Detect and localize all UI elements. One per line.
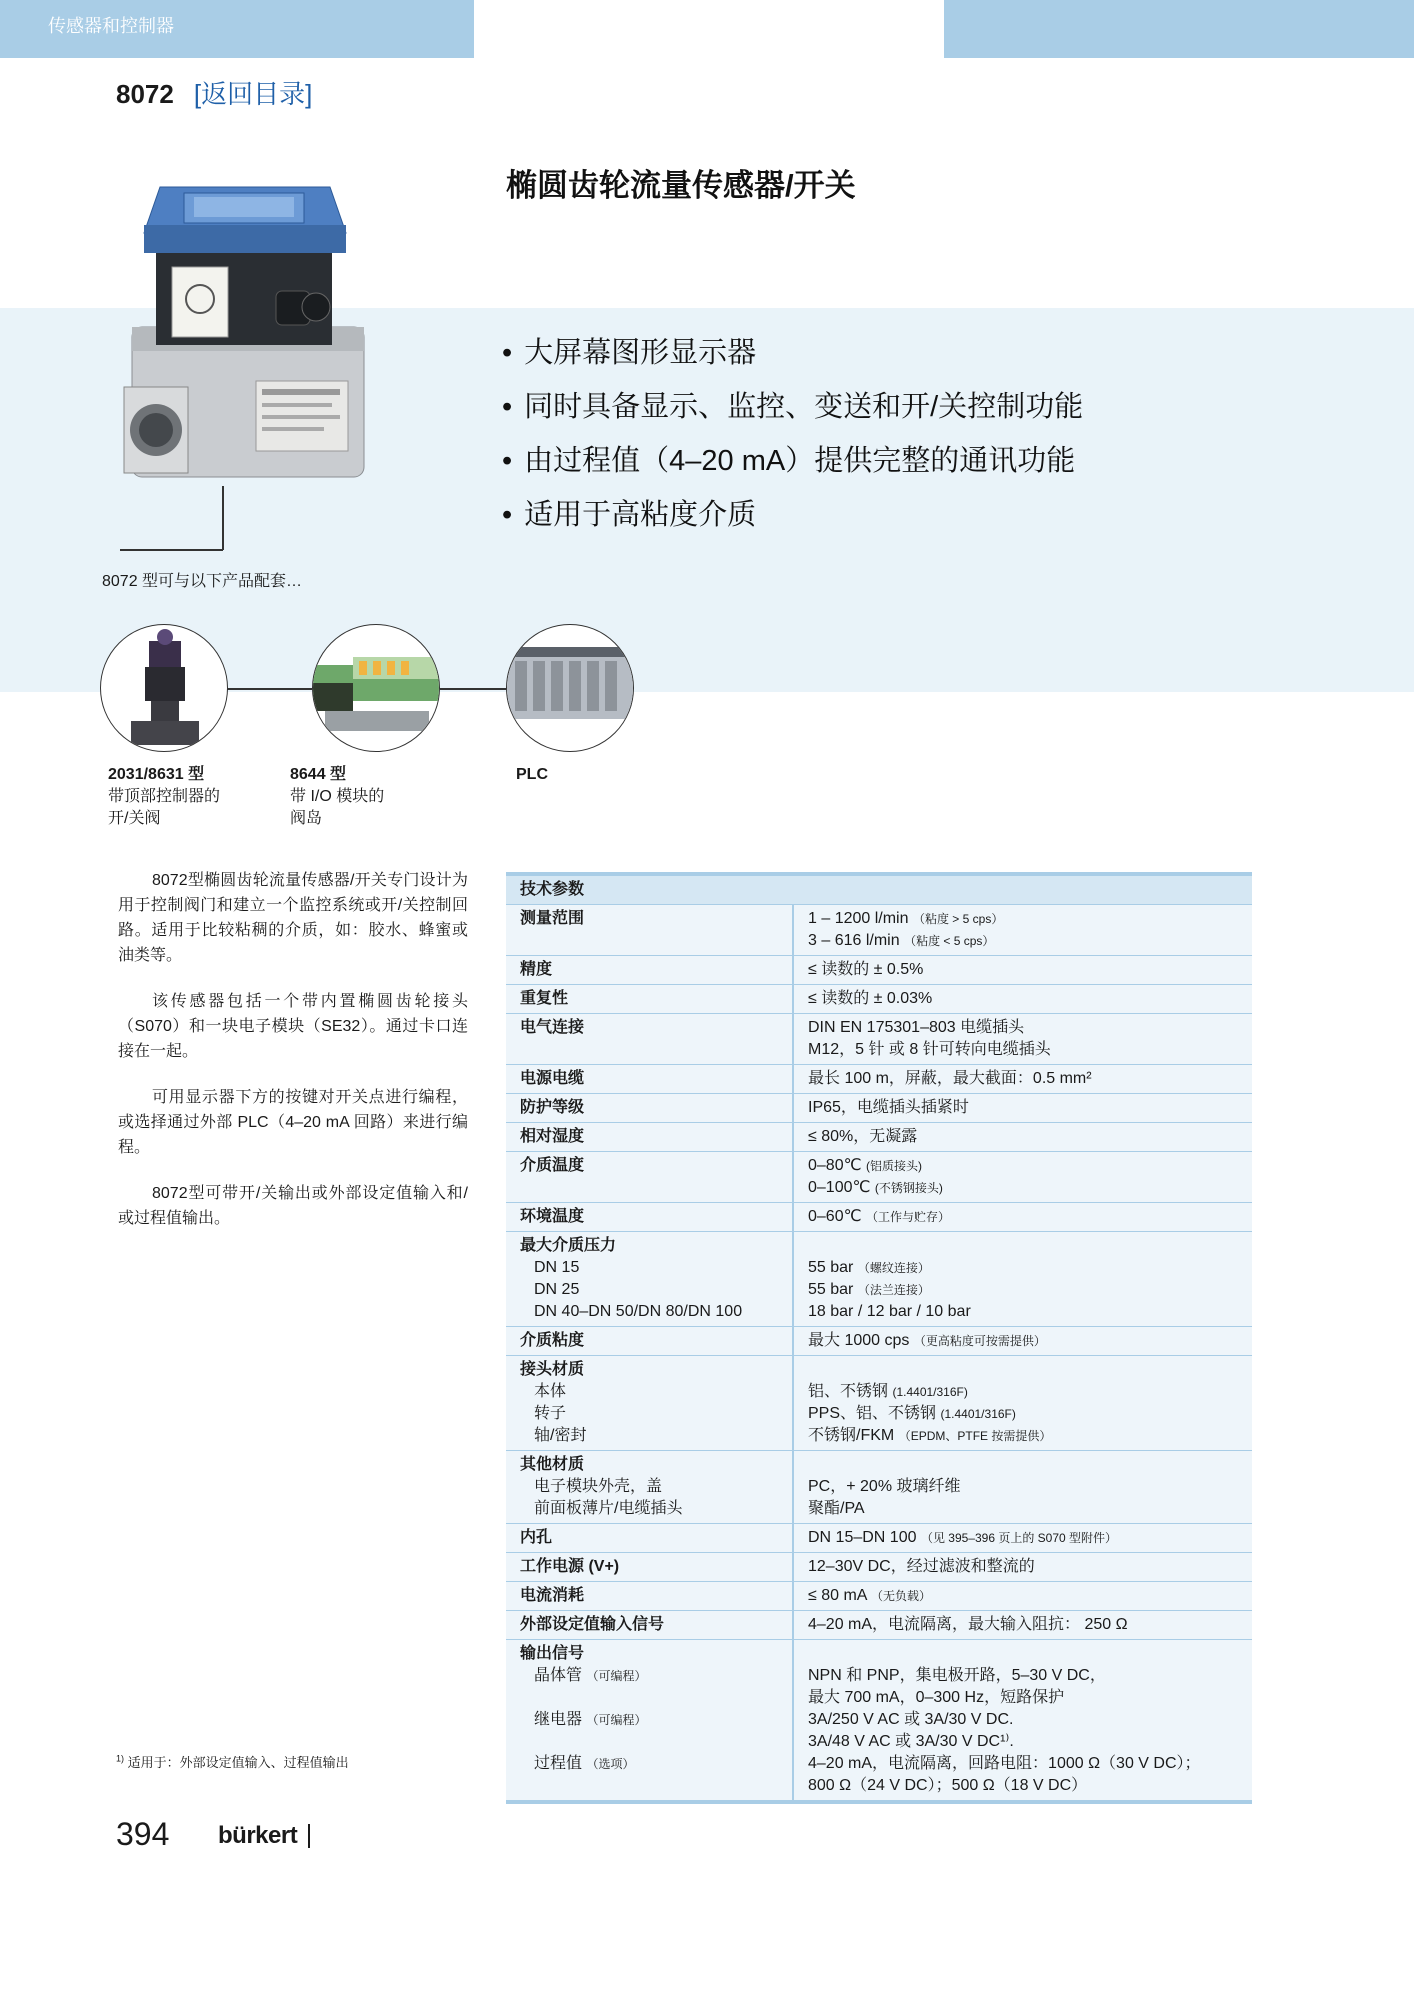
- spec-row: [506, 1553, 1252, 1582]
- other-label: 其他材质: [520, 1456, 585, 1473]
- pressure-sub: DN 15: [534, 1259, 580, 1276]
- spec-value: [794, 1327, 1252, 1355]
- plc-thumbnail: [506, 624, 634, 752]
- spec-value: [794, 1582, 1252, 1610]
- elec-value: M12，5 针 或 8 针可转向电缆插头: [808, 1041, 1051, 1058]
- feature-item: • 同时具备显示、监控、变送和开/关控制功能: [502, 380, 1083, 434]
- spec-label: 电源电缆: [506, 1065, 794, 1093]
- spec-row: [506, 1611, 1252, 1640]
- spec-label: 电气连接: [506, 1014, 794, 1064]
- spec-value: [794, 1014, 1252, 1064]
- mat-sub: 转子: [534, 1405, 567, 1422]
- output-value: 最大 700 mA，0–300 Hz，短路保护: [808, 1689, 1065, 1706]
- mat-sub: 轴/密封: [534, 1427, 587, 1444]
- footnote-text: 适用于：外部设定值输入、过程值输出: [127, 1755, 349, 1770]
- spec-label: 防护等级: [506, 1094, 794, 1122]
- feature-item: • 由过程值（4–20 mA）提供完整的通讯功能: [502, 434, 1083, 488]
- leader-line: [120, 549, 223, 551]
- spec-value: ≤ 读数的 ± 0.5%: [808, 961, 924, 978]
- mat-sub: 本体: [534, 1383, 567, 1400]
- spec-row: [506, 1356, 1252, 1451]
- elec-value: DIN EN 175301–803 电缆插头: [808, 1019, 1025, 1036]
- amb-value: 0–60℃: [808, 1208, 862, 1225]
- pressure-label: 最大介质压力: [520, 1237, 617, 1254]
- header-bar-right: [944, 0, 1414, 58]
- spec-row: [506, 1232, 1252, 1327]
- visc-note: （更高粘度可按需提供）: [913, 1334, 1046, 1348]
- spec-row: [506, 1582, 1252, 1611]
- spec-label: 精度: [506, 956, 794, 984]
- description-paragraph: 该传感器包括一个带内置椭圆齿轮接头（S070）和一块电子模块（SE32）。通过卡口连接在一起。: [118, 993, 468, 1060]
- spec-row: [506, 956, 1252, 985]
- spec-row: [506, 1014, 1252, 1065]
- combo-desc: 阀岛: [290, 810, 323, 827]
- logo-divider: [308, 1824, 310, 1848]
- output-note: （可编程）: [586, 1713, 647, 1727]
- brand-logo: bürkert: [218, 1822, 298, 1849]
- temp-value: 0–80℃: [808, 1157, 862, 1174]
- valve-thumbnail: [100, 624, 228, 752]
- pressure-sub: DN 40–DN 50/DN 80/DN 100: [534, 1303, 743, 1320]
- combo-desc: 带顶部控制器的: [108, 788, 221, 805]
- spec-row: [506, 905, 1252, 956]
- spec-row: [506, 1203, 1252, 1232]
- combo-caption: [290, 764, 384, 830]
- current-note: （无负载）: [871, 1589, 932, 1603]
- product-code-line: [116, 74, 312, 111]
- other-value: 聚酯/PA: [808, 1500, 865, 1517]
- spec-row: [506, 1327, 1252, 1356]
- mat-value: 不锈钢/FKM: [808, 1427, 895, 1444]
- spec-table: [506, 872, 1252, 1804]
- description: [118, 868, 468, 1252]
- mat-note: (1.4401/316F): [892, 1385, 968, 1399]
- description-paragraph: 8072型可带开/关输出或外部设定值输入和/或过程值输出。: [118, 1185, 468, 1227]
- spec-value: [794, 1152, 1252, 1202]
- output-value: 3A/48 V AC 或 3A/30 V DC¹⁾.: [808, 1733, 1014, 1750]
- mat-value: PPS、铝、不锈钢: [808, 1405, 937, 1422]
- product-code: 8072: [116, 79, 174, 109]
- other-sub: 前面板薄片/电缆插头: [534, 1500, 683, 1517]
- spec-value: IP65，电缆插头插紧时: [808, 1099, 969, 1116]
- temp-note: (铝质接头): [866, 1159, 923, 1173]
- bore-note: （见 395–396 页上的 S070 型附件）: [920, 1531, 1118, 1545]
- feature-list: [502, 326, 1083, 542]
- combo-desc: 带 I/O 模块的: [290, 788, 385, 805]
- spec-label: [506, 1640, 794, 1800]
- combo-model: PLC: [516, 766, 548, 783]
- spec-value: 4–20 mA，电流隔离，最大输入阻抗： 250 Ω: [808, 1616, 1128, 1633]
- mat-note: (1.4401/316F): [940, 1407, 1016, 1421]
- leader-line: [222, 486, 224, 550]
- back-to-toc-link[interactable]: [返回目录]: [193, 79, 313, 109]
- spec-value: [794, 1451, 1252, 1523]
- combo-caption: [516, 764, 548, 786]
- pressure-sub: DN 25: [534, 1281, 580, 1298]
- spec-label: 外部设定值输入信号: [506, 1611, 794, 1639]
- combo-label: 8072 型可与以下产品配套…: [102, 573, 303, 590]
- output-note: （可编程）: [586, 1669, 647, 1683]
- page-title: 椭圆齿轮流量传感器/开关: [506, 168, 856, 203]
- temp-value: 0–100℃: [808, 1179, 871, 1196]
- spec-value: 12–30V DC，经过滤波和整流的: [808, 1558, 1035, 1575]
- spec-row: [506, 1065, 1252, 1094]
- flow-sensor-image: [120, 175, 400, 515]
- spec-row: [506, 1640, 1252, 1800]
- output-note: （选项）: [586, 1757, 635, 1771]
- spec-value: [794, 1232, 1252, 1326]
- mat-note: （EPDM、PTFE 按需提供）: [898, 1429, 1052, 1443]
- spec-label: 工作电源 (V+): [506, 1553, 794, 1581]
- spec-row: [506, 985, 1252, 1014]
- visc-value: 最大 1000 cps: [808, 1332, 910, 1349]
- pressure-value: 55 bar: [808, 1281, 854, 1298]
- spec-title: 技术参数: [506, 876, 1252, 905]
- spec-label: [506, 1451, 794, 1523]
- range-value: 1 – 1200 l/min: [808, 910, 909, 927]
- current-value: ≤ 80 mA: [808, 1587, 867, 1604]
- combo-connector: [440, 688, 506, 690]
- footnote-mark: 1): [116, 1753, 125, 1764]
- combo-model: 2031/8631 型: [108, 766, 205, 783]
- mat-label: 接头材质: [520, 1361, 585, 1378]
- combo-connector: [226, 688, 312, 690]
- spec-label: 介质粘度: [506, 1327, 794, 1355]
- spec-value: [794, 1524, 1252, 1552]
- spec-value: [794, 1640, 1252, 1800]
- amb-note: （工作与贮存）: [866, 1210, 951, 1224]
- temp-note: (不锈钢接头): [874, 1181, 943, 1195]
- spec-value: [794, 1356, 1252, 1450]
- spec-row: [506, 1451, 1252, 1524]
- page-number: 394: [116, 1816, 170, 1852]
- pressure-note: （法兰连接）: [857, 1283, 930, 1297]
- spec-label: [506, 1232, 794, 1326]
- range-note: （粘度 > 5 cps）: [912, 912, 1004, 926]
- spec-label: 相对湿度: [506, 1123, 794, 1151]
- range-note: （粘度 < 5 cps）: [904, 934, 995, 948]
- spec-value: ≤ 读数的 ± 0.03%: [808, 990, 933, 1007]
- output-sub: 过程值: [534, 1755, 583, 1772]
- spec-label: 重复性: [506, 985, 794, 1013]
- description-paragraph: 8072型椭圆齿轮流量传感器/开关专门设计为用于控制阀门和建立一个监控系统或开/关控制回路。适用于比较粘稠的介质，如：胶水、蜂蜜或油类等。: [118, 872, 468, 964]
- other-sub: 电子模块外壳，盖: [534, 1478, 663, 1495]
- spec-label: 环境温度: [506, 1203, 794, 1231]
- output-label: 输出信号: [520, 1645, 585, 1662]
- spec-row: [506, 1123, 1252, 1152]
- section-header: [0, 0, 474, 58]
- spec-row: [506, 1524, 1252, 1553]
- combo-caption: [108, 764, 220, 830]
- mat-value: 铝、不锈钢: [808, 1383, 889, 1400]
- footnote: [116, 1752, 349, 1771]
- spec-row: [506, 1152, 1252, 1203]
- spec-label: 介质温度: [506, 1152, 794, 1202]
- spec-label: 内孔: [506, 1524, 794, 1552]
- spec-label: 电流消耗: [506, 1582, 794, 1610]
- feature-item: • 大屏幕图形显示器: [502, 326, 1083, 380]
- description-paragraph: 可用显示器下方的按键对开关点进行编程，或选择通过外部 PLC（4–20 mA 回路）来进行编程。: [118, 1089, 468, 1156]
- output-value: NPN 和 PNP，集电极开路，5–30 V DC，: [808, 1667, 1106, 1684]
- combo-model: 8644 型: [290, 766, 347, 783]
- pressure-value: 55 bar: [808, 1259, 854, 1276]
- feature-item: • 适用于高粘度介质: [502, 488, 1083, 542]
- output-value: 4–20 mA，电流隔离，回路电阻：1000 Ω（30 V DC）；: [808, 1755, 1201, 1772]
- spec-label: [506, 1356, 794, 1450]
- spec-row: [506, 1094, 1252, 1123]
- pressure-value: 18 bar / 12 bar / 10 bar: [808, 1303, 971, 1320]
- valve-island-thumbnail: [312, 624, 440, 752]
- bore-value: DN 15–DN 100: [808, 1529, 917, 1546]
- spec-value: [794, 905, 1252, 955]
- spec-value: 最长 100 m，屏蔽，最大截面：0.5 mm²: [808, 1070, 1092, 1087]
- spec-label: 测量范围: [506, 905, 794, 955]
- combo-desc: 开/关阀: [108, 810, 161, 827]
- range-value: 3 – 616 l/min: [808, 932, 900, 949]
- other-value: PC，+ 20% 玻璃纤维: [808, 1478, 961, 1495]
- spec-value: [794, 1203, 1252, 1231]
- output-sub: 继电器: [534, 1711, 583, 1728]
- spec-value: ≤ 80%，无凝露: [808, 1128, 918, 1145]
- output-value: 3A/250 V AC 或 3A/30 V DC.: [808, 1711, 1014, 1728]
- output-sub: 晶体管: [534, 1667, 583, 1684]
- pressure-note: （螺纹连接）: [857, 1261, 930, 1275]
- output-value: 800 Ω（24 V DC）；500 Ω（18 V DC）: [808, 1777, 1088, 1794]
- section-title: 传感器和控制器: [48, 16, 174, 36]
